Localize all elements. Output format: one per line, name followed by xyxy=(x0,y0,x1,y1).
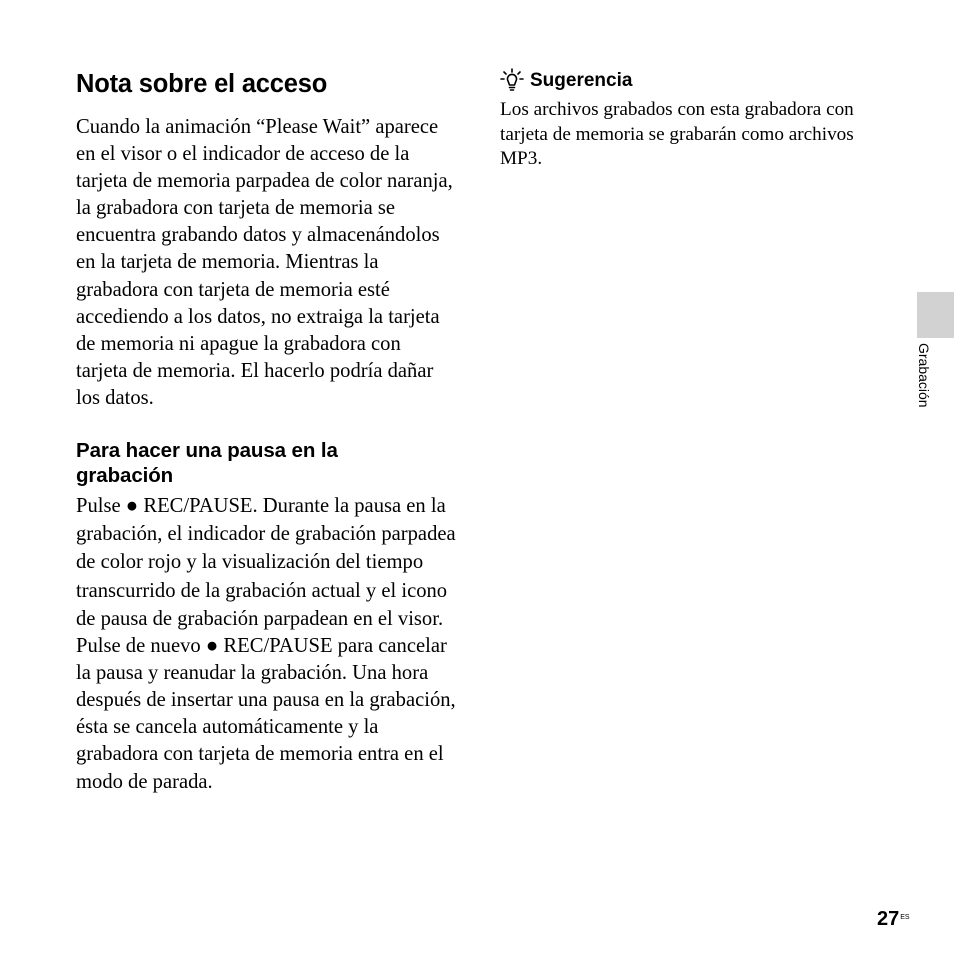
page-number-value: 27 xyxy=(877,908,900,930)
section-tab-label: Grabación xyxy=(916,343,932,408)
pause-paragraph: Pulse ● REC/PAUSE. Durante la pausa en la grabación, el indicador de grabación parpadea de color rojo y la visualización del tiempo transcurrido de la grabación actual y el icono de pausa de grabación parpadean en el visor. xyxy=(76,495,456,630)
tip-text: Los archivos grabados con esta grabadora con tarjeta de memoria se grabarán como archivos MP3. xyxy=(500,99,854,169)
pause-subheading xyxy=(76,438,456,488)
section-tab xyxy=(917,292,954,338)
right-column xyxy=(500,68,870,172)
tip-heading xyxy=(500,68,870,94)
left-column xyxy=(76,68,456,796)
page-number xyxy=(877,906,910,932)
pause-subheading-line2: grabación xyxy=(76,464,174,488)
access-note-paragraph: Cuando la animación “Please Wait” aparece en el visor o el indicador de acceso de la tarjeta de memoria parpadea de color naranja, la grabadora con tarjeta de memoria se encuentra grabando datos y almacenándolos en la tarjeta de memoria. Mientras la grabadora con tarjeta de memoria esté accediendo a los datos, no extraiga la tarjeta de memoria ni apague la grabadora con tarjeta de memoria. El hacerlo podría dañar los datos. xyxy=(76,116,453,409)
resume-paragraph: Pulse de nuevo ● REC/PAUSE para cancelar la pausa y reanudar la grabación. Una hora después de insertar una pausa en la grabación, ésta se cancela automáticamente y la grabadora con tarjeta de memoria entra en el modo de parada. xyxy=(76,635,456,793)
section-heading: Nota sobre el acceso xyxy=(76,70,328,98)
page-language-code: ES xyxy=(900,914,910,921)
lightbulb-icon xyxy=(500,68,524,94)
pause-subheading-line1: Para hacer una pausa en la xyxy=(76,439,338,463)
tip-title: Sugerencia xyxy=(530,70,633,91)
